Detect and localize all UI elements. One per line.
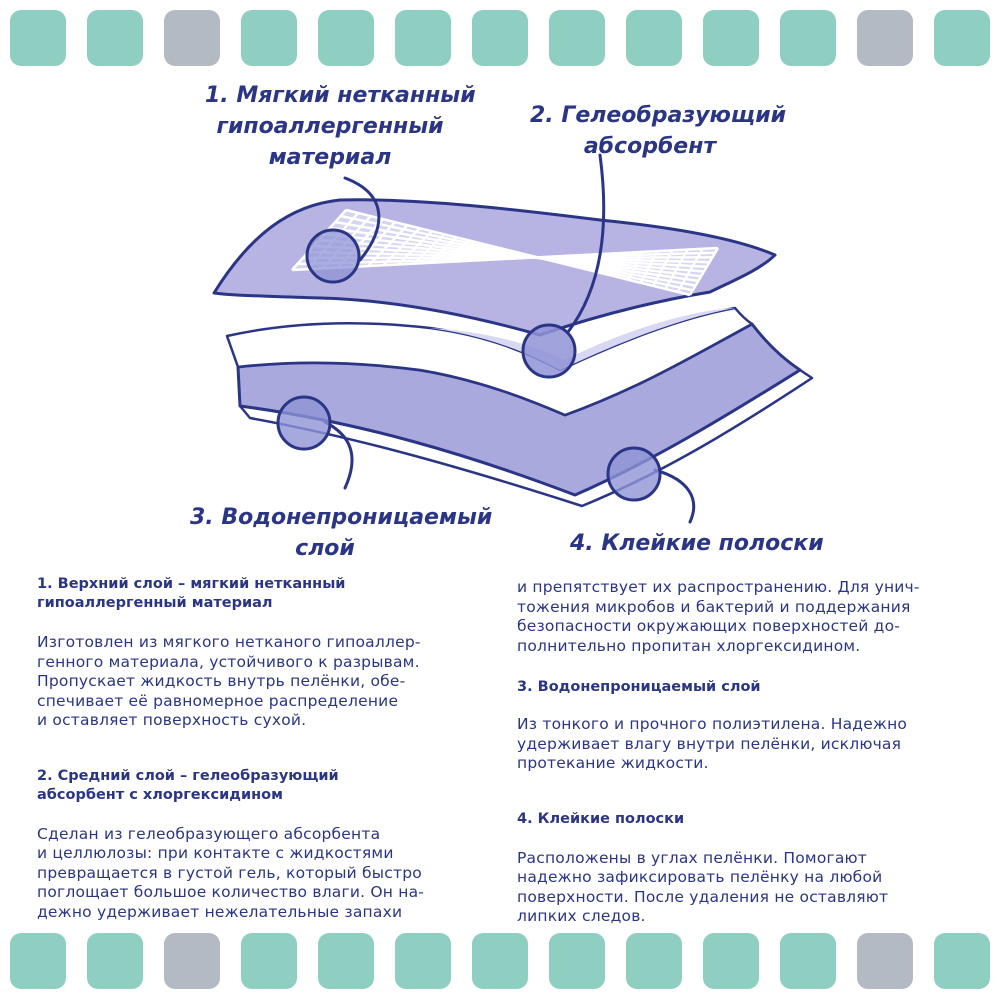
decorative-tile [934,10,990,66]
label-layer-2-line: 2. Гелеобразующий [530,103,787,128]
section-3 [517,678,962,774]
label-layer-3-line: 3. Водонепроницаемый [190,505,493,530]
decorative-tile [241,933,297,989]
decorative-tile [87,933,143,989]
body-line: поверхности. После удаления не оставляют [517,887,889,906]
right-text-column [517,575,962,927]
body-line: надежно зафиксировать пелёнку на любой [517,868,883,886]
label-layer-3 [190,502,493,564]
decorative-tile [87,10,143,66]
section-2 [37,767,482,923]
body-line: Пропускает жидкость внутрь пелёнки, обе- [37,672,406,690]
title-line: 3. Водонепроницаемый слой [517,679,761,695]
label-layer-1-line: материал [268,145,392,170]
decorative-tile [318,10,374,66]
decorative-tile [703,10,759,66]
decorative-tile [857,10,913,66]
body-line: липких следов. [517,907,646,925]
label-layer-4-line: 4. Клейкие полоски [570,531,824,556]
decorative-tile [318,933,374,989]
decorative-tile [241,10,297,66]
diaper-layers-diagram [0,70,997,570]
section-1-title [37,575,482,613]
label-layer-3-line: слой [295,536,355,561]
decorative-tile [395,933,451,989]
section-1 [37,575,482,731]
label-layer-2-line: абсорбент [583,134,717,159]
decorative-tile [164,933,220,989]
title-line: абсорбент с хлоргексидином [37,786,283,803]
decorative-tile [780,933,836,989]
left-text-column [37,575,482,922]
body-line: тожения микробов и бактерий и поддержания [517,597,911,616]
title-line: 2. Средний слой – гелеобразующий [37,767,339,784]
callout-circle-2 [523,325,575,377]
label-layer-1-line: 1. Мягкий нетканный [205,83,476,108]
body-line: и оставляет поверхность сухой. [37,711,307,729]
decorative-tile [549,10,605,66]
decorative-tile [164,10,220,66]
decorative-tile [626,10,682,66]
decorative-tile [10,10,66,66]
body-line: полнительно пропитан хлоргексидином. [517,636,861,655]
decorative-tile [626,933,682,989]
label-layer-1 [205,80,476,173]
decorative-tile [472,933,528,989]
label-layer-1-line: гипоаллергенный [216,114,444,139]
body-line: поглощает большое количество влаги. Он на- [37,883,425,901]
body-line: удерживает влагу внутри пелёнки, исключая [517,734,902,753]
label-layer-2 [530,100,787,162]
title-line: гипоаллергенный материал [37,595,273,611]
body-line: генного материала, устойчивого к разрывам. [37,652,420,671]
body-line: Изготовлен из мягкого нетканого гипоаллер- [37,633,421,651]
decorative-tile [395,10,451,66]
body-line: Сделан из гелеобразующего абсорбента [37,824,381,843]
decorative-tile [857,933,913,989]
body-line: Расположены в углах пелёнки. Помогают [517,848,868,867]
body-line: протекание жидкости. [517,754,709,772]
section-3-body [517,715,962,774]
body-line: и препятствует их распространению. Для унич- [517,578,920,596]
decorative-tile [472,10,528,66]
section-1-body [37,633,482,731]
section-3-title [517,678,962,697]
decorative-tile [10,933,66,989]
title-line: 1. Верхний слой – мягкий нетканный [37,576,346,592]
section-2-continued-body [517,578,962,656]
body-line: превращается в густой гель, который быстро [37,863,422,882]
section-2-body [37,825,482,923]
callout-circle-1 [307,230,359,282]
section-2-title [37,767,482,805]
decorative-tile [549,933,605,989]
decorative-tile [934,933,990,989]
section-4-title [517,810,962,829]
body-line: дежно удерживает нежелательные запахи [37,902,403,921]
body-line: и целлюлозы: при контакте с жидкостями [37,844,394,862]
body-line: безопасности окружающих поверхностей до- [517,617,901,635]
title-line: 4. Клейкие полоски [517,810,685,827]
bottom-tile-border [0,933,997,989]
section-4 [517,810,962,927]
body-line: спечивает её равномерное распределение [37,691,399,710]
label-layer-4 [570,528,824,559]
body-line: Из тонкого и прочного полиэтилена. Надежно [517,715,908,733]
decorative-tile [780,10,836,66]
callout-circle-3 [278,397,330,449]
section-4-body [517,849,962,927]
decorative-tile [703,933,759,989]
callout-circle-4 [608,448,660,500]
top-tile-border [0,10,997,66]
